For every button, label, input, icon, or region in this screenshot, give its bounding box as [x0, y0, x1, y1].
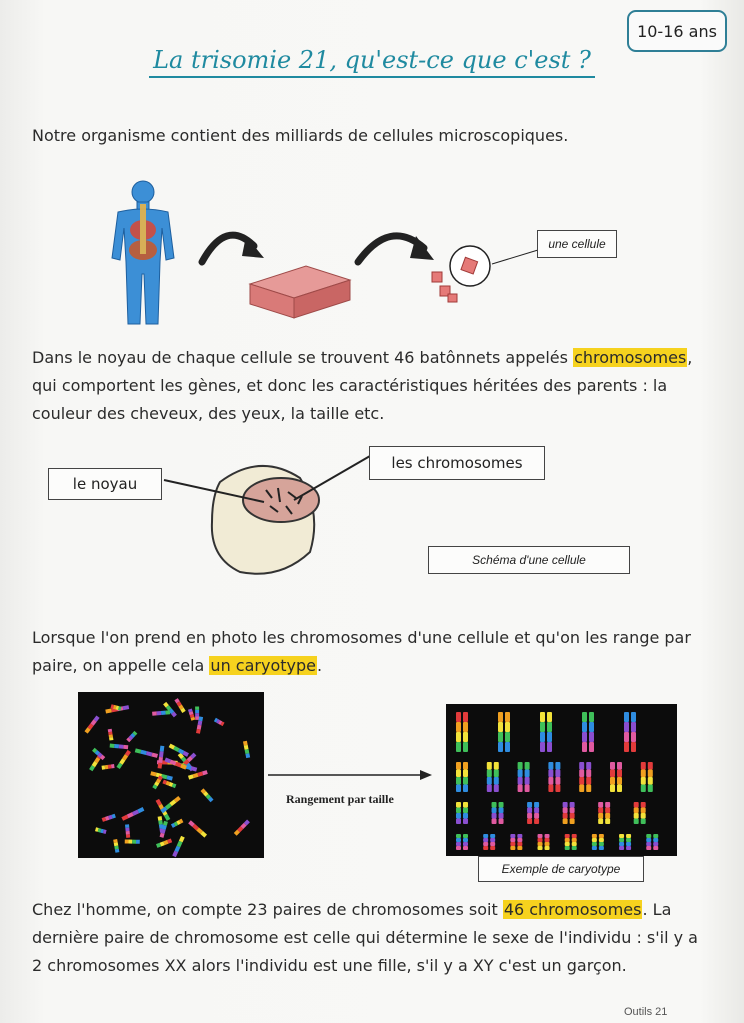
karyotype-caption — [478, 856, 644, 882]
sorting-arrow — [268, 768, 434, 782]
schema-caption-text: Schéma d'une cellule — [472, 553, 586, 567]
sex-text-2: . La dernière paire de chromosome est celle qui détermine le sexe de l'individu : s'il y a 2 chromosomes XX alors l'individu est une fille, s'il y a XY c'est un garçon. — [32, 900, 698, 975]
cell-label — [537, 230, 617, 258]
chromosomes-text-2: , qui comportent les gènes, et donc les caractéristiques héritées des parents : la couleur des cheveux, des yeux, la taille etc. — [32, 348, 693, 423]
tissue-block-icon — [246, 262, 354, 320]
age-badge: 10-16 ans — [627, 10, 727, 52]
karyotype-highlight: un caryotype — [210, 656, 316, 675]
sex-highlight: 46 chromosomes — [503, 900, 642, 919]
chromosomes-highlight: chromosomes — [574, 348, 687, 367]
karyotype-paragraph — [32, 624, 702, 680]
page-title-text: La trisomie 21, qu'est-ce que c'est ? — [149, 46, 595, 78]
chromosomes-paragraph — [32, 344, 702, 428]
sorting-label: Rangement par taille — [286, 792, 394, 806]
chromosomes-label — [369, 446, 545, 480]
cell-diagram-icon — [160, 452, 360, 582]
intro-paragraph: Notre organisme contient des milliards de cellules microscopiques. — [32, 126, 569, 145]
nucleus-label — [48, 468, 162, 500]
human-body-icon — [88, 178, 198, 326]
karyotype-text-1: Lorsque l'on prend en photo les chromosomes d'une cellule et qu'on les range par paire, on appelle cela — [32, 628, 691, 675]
page-title — [0, 46, 744, 74]
chromosome-spread-photo — [78, 692, 264, 858]
nucleus-label-text: le noyau — [72, 475, 138, 493]
footer-text: Outils 21 — [624, 1006, 668, 1018]
karyotype-photo — [446, 704, 677, 856]
sex-chromosomes-paragraph — [32, 896, 704, 980]
curved-arrow-icon — [352, 224, 436, 268]
cell-label-text: une cellule — [548, 237, 606, 251]
karyotype-caption-text: Exemple de caryotype — [501, 862, 621, 876]
sex-text-1: Chez l'homme, on compte 23 paires de chromosomes soit — [32, 900, 503, 919]
chromosomes-text-1: Dans le noyau de chaque cellule se trouvent 46 batônnets appelés — [32, 348, 574, 367]
schema-caption — [428, 546, 630, 574]
karyotype-text-2: . — [316, 656, 323, 675]
chromosomes-label-text: les chromosomes — [391, 454, 523, 472]
